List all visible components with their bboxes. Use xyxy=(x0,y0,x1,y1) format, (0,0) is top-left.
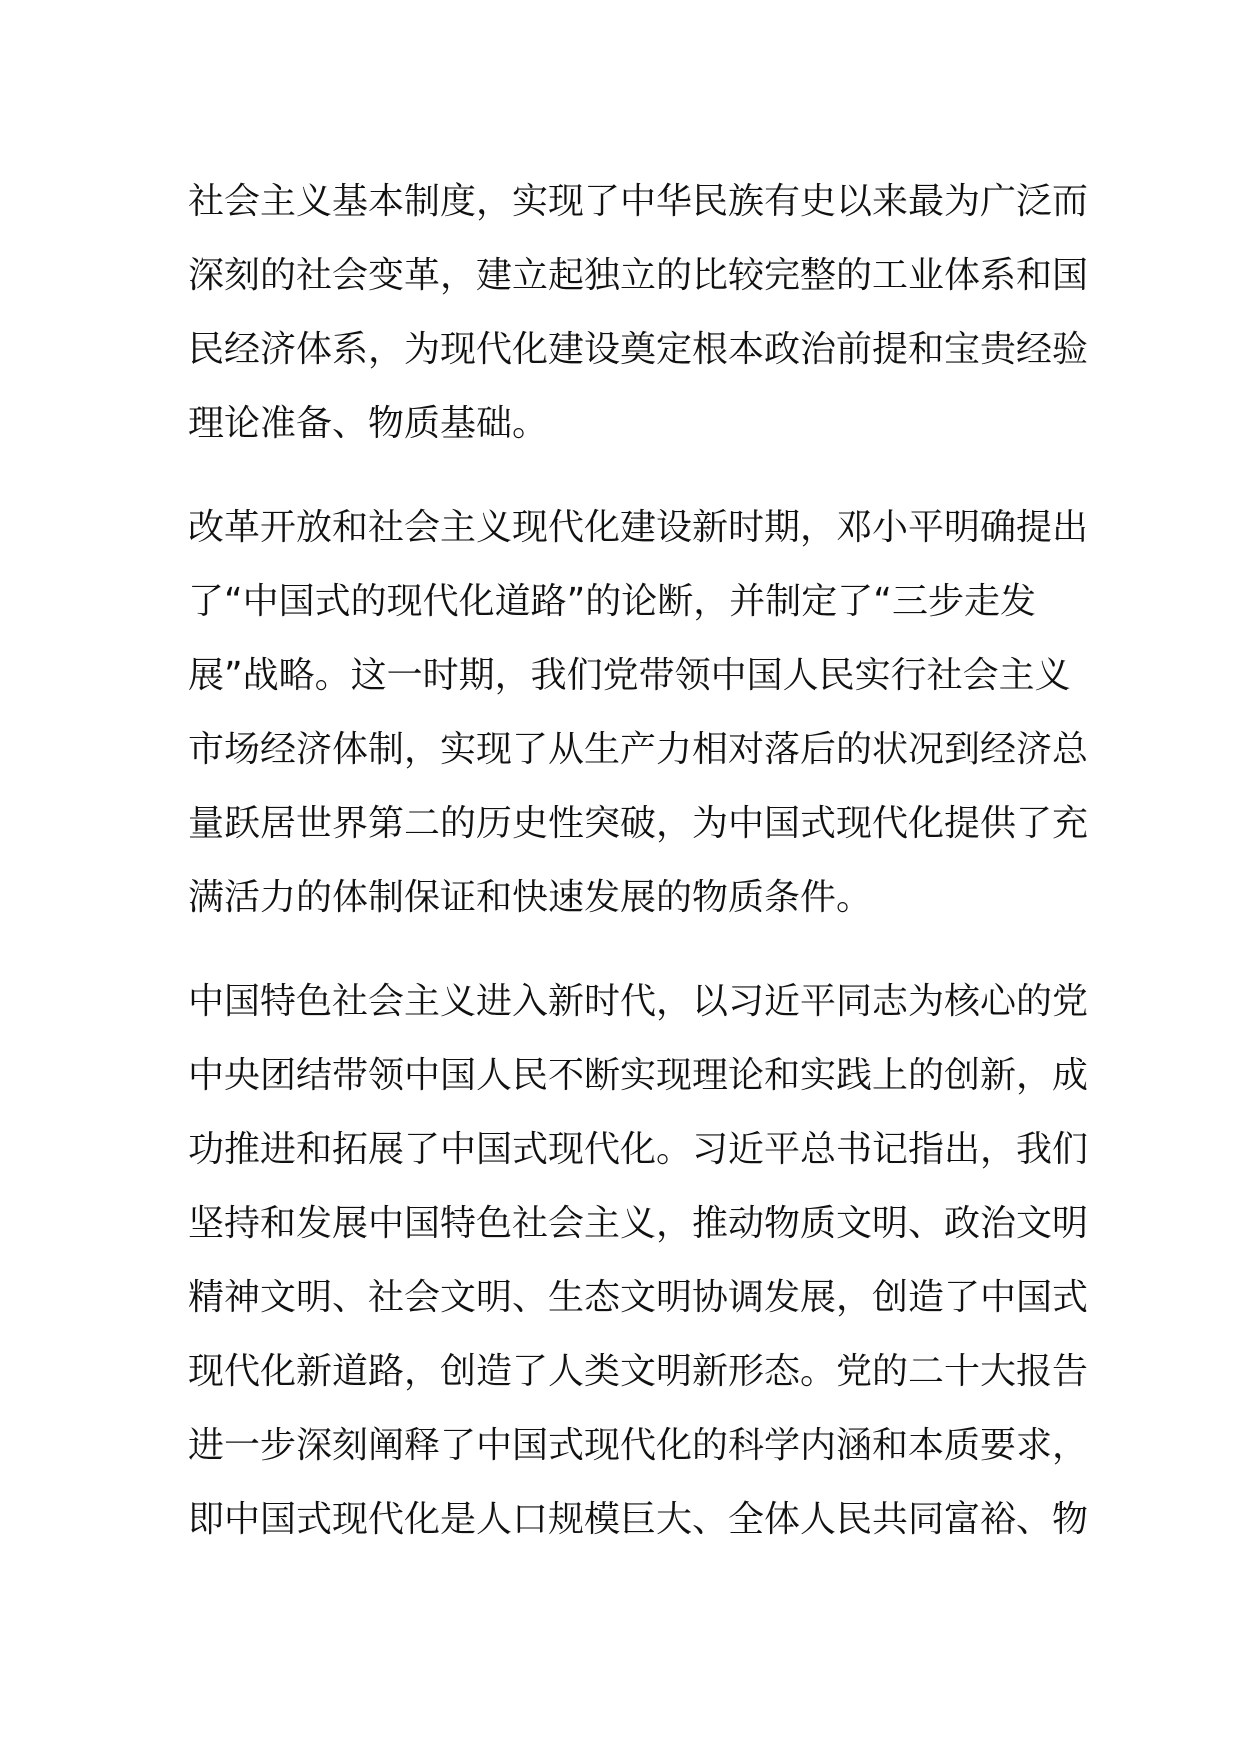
text-line: 理论准备、物质基础。 xyxy=(188,403,549,444)
paragraph-spacer xyxy=(188,935,1068,965)
text-line: 社会主义基本制度，实现了中华民族有史以来最为广泛而 xyxy=(188,181,1089,222)
text-line: 功推进和拓展了中国式现代化。习近平总书记指出，我们 xyxy=(188,1129,1089,1170)
paragraph-spacer xyxy=(188,461,1068,491)
text-line: 展”战略。这一时期，我们党带领中国人民实行社会主义 xyxy=(188,655,1071,696)
paragraph-2 xyxy=(188,491,1089,935)
text-line: 改革开放和社会主义现代化建设新时期，邓小平明确提出 xyxy=(188,507,1089,548)
text-line: 民经济体系，为现代化建设奠定根本政治前提和宝贵经验 xyxy=(188,329,1089,370)
paragraph-1 xyxy=(188,165,1089,461)
paragraph-3 xyxy=(188,965,1089,1557)
text-line: 精神文明、社会文明、生态文明协调发展，创造了中国式 xyxy=(188,1277,1089,1318)
text-line: 满活力的体制保证和快速发展的物质条件。 xyxy=(188,877,873,918)
text-line: 即中国式现代化是人口规模巨大、全体人民共同富裕、物 xyxy=(188,1499,1089,1540)
text-line: 深刻的社会变革，建立起独立的比较完整的工业体系和国 xyxy=(188,255,1089,296)
text-line: 量跃居世界第二的历史性突破，为中国式现代化提供了充 xyxy=(188,803,1089,844)
text-line: 中央团结带领中国人民不断实现理论和实践上的创新，成 xyxy=(188,1055,1089,1096)
text-line: 市场经济体制，实现了从生产力相对落后的状况到经济总 xyxy=(188,729,1089,770)
text-line: 坚持和发展中国特色社会主义，推动物质文明、政治文明 xyxy=(188,1203,1089,1244)
text-line: 中国特色社会主义进入新时代，以习近平同志为核心的党 xyxy=(188,981,1089,1022)
text-line: 进一步深刻阐释了中国式现代化的科学内涵和本质要求， xyxy=(188,1425,1089,1466)
document-body xyxy=(188,165,1089,1557)
text-line: 了“中国式的现代化道路”的论断，并制定了“三步走发 xyxy=(188,581,1036,622)
text-line: 现代化新道路，创造了人类文明新形态。党的二十大报告 xyxy=(188,1351,1089,1392)
